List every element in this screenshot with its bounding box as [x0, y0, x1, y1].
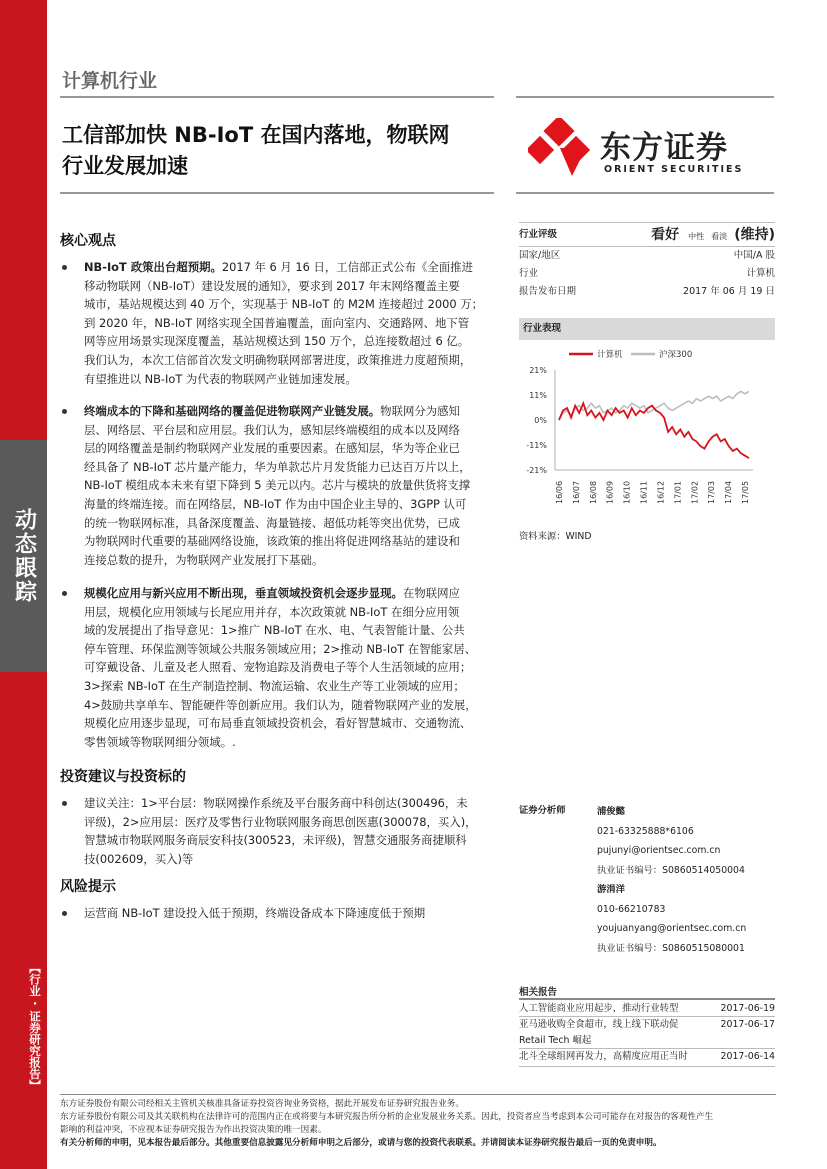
divider: [519, 998, 775, 1000]
related-date: 2017-06-19: [720, 1003, 775, 1014]
bullet-text: 用层，规模化应用领域与长尾应用并存，本次政策就 NB-IoT 在细分应用领: [84, 604, 460, 619]
related-item[interactable]: [519, 1018, 775, 1048]
x-tick-label: 16/06: [555, 480, 564, 504]
related-title[interactable]: 人工智能商业应用起步，推动行业转型: [519, 1003, 679, 1014]
bullet-dot: [62, 591, 67, 596]
bullet-text: 可穿戴设备、儿童及老人照看、宠物追踪及消费电子等个人生活领域的应用；: [84, 660, 472, 675]
bullet-text: 停车管理、环保监测等领域公共服务领域应用；2>推动 NB-IoT 在智能家居、: [84, 641, 477, 656]
divider: [519, 222, 775, 223]
info-row: [519, 265, 775, 283]
info-key: 国家/地区: [519, 250, 561, 261]
info-key: 报告发布日期: [519, 286, 577, 297]
bullet-text: 层、网络层、平台层和应用层。我们认为，感知层终端模组的成本以及网络: [84, 422, 460, 437]
info-row: [519, 283, 775, 301]
x-tick-label: 17/05: [741, 480, 750, 504]
chart-source: 资料来源：WIND: [519, 531, 592, 542]
rating-value: 看好: [651, 227, 680, 243]
bullet-text: 评级)，2>应用层：医疗及零售行业物联网服务商思创医惠(300078，买入)，: [84, 814, 477, 829]
related-title[interactable]: 亚马逊收购全食超市，线上线下联动促: [519, 1019, 679, 1030]
series-line: [559, 403, 749, 458]
bullet-text: 的统一物联网标准，具备深度覆盖、海量链接、超低功耗等突出优势，已成: [84, 515, 460, 530]
risk-bullet: [84, 904, 496, 923]
bullet-text: 我们认为，本次工信部首次发文明确物联网部署进度，政策推进力度超预期，: [84, 352, 472, 367]
bullet-text: 到 2020 年，NB-IoT 网络实现全国普遍覆盖，面向室内、交通路网、地下管: [84, 315, 470, 330]
bullet-text: 城市，基站规模达到 40 万个，实现基于 NB-IoT 的 M2M 连接超过 2000 万；: [84, 297, 484, 312]
bullet-text: 3>探索 NB-IoT 在生产制造控制、物流运输、农业生产等工业领域的应用；: [84, 678, 465, 693]
bullet-dot: [62, 801, 67, 806]
rating-row: [519, 226, 775, 246]
logo-text-en: ORIENT SECURITIES: [604, 164, 744, 175]
bullet-lead: 终端成本的下降和基础网络的覆盖促进物联网产业链发展。: [84, 404, 381, 418]
bullet-text: 层的网络覆盖是制约物联网产业发展的重要因素。在感知层，华为等企业已: [84, 441, 460, 456]
related-title-cont[interactable]: Retail Tech 崛起: [519, 1035, 592, 1046]
x-tick-label: 17/01: [673, 480, 683, 504]
analyst-email: pujunyi@orientsec.com.cn: [597, 845, 721, 856]
bullet-text: 经具备了 NB-IoT 芯片量产能力，华为单款芯片月发货能力已达百万片以上，: [84, 459, 471, 474]
bullet-text: 技(002609，买入)等: [84, 851, 194, 866]
invest-bullet: [84, 794, 496, 868]
title-line: 行业发展加速: [62, 154, 188, 178]
core-bullet-1: [84, 258, 496, 388]
footer-line: 东方证券股份有限公司及其关联机构在法律许可的范围内正在或将要与本研究报告所分析的企业发展业务关系。因此，投资者应当考虑到本公司可能存在对报告的客观性产生: [60, 1112, 714, 1122]
bullet-text: 零售领域等物联网细分领域。.: [84, 734, 236, 749]
info-value: 计算机: [746, 268, 775, 279]
footer-divider: [60, 1094, 776, 1095]
bullet-dot: [62, 409, 67, 414]
bullet-lead: NB-IoT 政策出台超预期。: [84, 260, 222, 274]
divider: [60, 192, 494, 194]
info-value: 2017 年 06 月 19 日: [683, 286, 775, 297]
legend-label: 计算机: [597, 350, 623, 360]
analyst-cert: 执业证书编号：S0860515080001: [597, 942, 745, 954]
info-value: 中国/A 股: [733, 250, 775, 261]
logo-text-cn: 东方证券: [600, 130, 728, 166]
footer-line: 东方证券股份有限公司经相关主管机关核准具备证券投资咨询业务资格，据此开展发布证券研究报告业务。: [60, 1099, 464, 1109]
info-row: [519, 247, 775, 265]
info-key: 行业: [519, 268, 539, 279]
x-tick-label: 16/10: [622, 480, 632, 504]
rating-values: [651, 226, 775, 246]
perf-heading: 行业表现: [519, 318, 775, 340]
footer-line: 影响的利益冲突，不应视本证券研究报告为作出投资决策的唯一因素。: [60, 1125, 327, 1135]
divider: [60, 96, 494, 98]
bullet-text: 移动物联网（NB-IoT）建设发展的通知》，要求到 2017 年末网络覆盖主要: [84, 278, 460, 293]
related-date: 2017-06-14: [720, 1051, 775, 1062]
divider: [516, 96, 774, 98]
analyst-email: youjuanyang@orientsec.com.cn: [597, 923, 747, 934]
industry-name: 计算机行业: [62, 70, 158, 92]
analyst-phone: 021-63325888*6106: [597, 825, 694, 837]
y-tick-label: 21%: [529, 366, 547, 375]
footer-disclaimer: [60, 1098, 776, 1150]
x-tick-label: 16/08: [588, 480, 598, 504]
related-heading: 相关报告: [519, 987, 558, 998]
bullet-dot: [62, 911, 67, 916]
footer-line: 有关分析师的申明，见本报告最后部分。其他重要信息披露见分析师申明之后部分，或请与您的投资代表联系。并请阅读本证券研究报告最后一页的免责申明。: [60, 1138, 662, 1148]
bullet-text: 运营商 NB-IoT 建设投入低于预期，终端设备成本下降速度低于预期: [84, 906, 426, 920]
rating-label: 行业评级: [519, 229, 558, 240]
x-tick-label: 16/12: [656, 480, 666, 504]
x-tick-label: 17/03: [707, 480, 717, 504]
related-item[interactable]: [519, 1002, 775, 1016]
analyst-name: 游涓洋: [597, 884, 625, 895]
x-tick-label: 17/02: [690, 480, 700, 504]
related-date: 2017-06-17: [720, 1019, 775, 1030]
analyst-name: 浦俊懿: [597, 806, 625, 817]
perf-chart: [519, 342, 775, 522]
report-type-tab: [0, 440, 47, 672]
bullet-dot: [62, 265, 67, 270]
rating-bearish: 看淡: [711, 232, 728, 241]
bullet-text: 为物联网时代重要的基础网络设施，该政策的推出将促进网络基站的建设和: [84, 534, 460, 549]
divider: [519, 1016, 775, 1017]
bullet-text: 规模化应用逐步显现，可布局垂直领域投资机会，看好智慧城市、交通物流、: [84, 716, 472, 731]
x-tick-label: 16/07: [571, 480, 581, 504]
core-heading: 核心观点: [60, 233, 116, 249]
x-tick-label: 16/11: [639, 480, 649, 504]
bullet-lead: 规模化应用与新兴应用不断出现，垂直领域投资机会逐步显现。: [84, 586, 403, 600]
y-tick-label: -11%: [526, 441, 547, 450]
analyst-label: 证券分析师: [519, 805, 566, 816]
y-tick-label: -21%: [526, 466, 547, 475]
bullet-text: 2017 年 6 月 16 日，工信部正式公布《全面推进: [221, 260, 473, 274]
y-tick-label: 11%: [529, 391, 547, 400]
y-tick-label: 0%: [534, 416, 547, 425]
x-tick-label: 16/09: [605, 480, 615, 504]
bullet-text: 有望推进以 NB-IoT 为代表的物联网产业链加速发展。: [84, 371, 357, 386]
bullet-text: 建议关注：1>平台层：物联网操作系统及平台服务商中科创达(300496，未: [84, 796, 468, 810]
bullet-text: 海量的终端连接。而在网络层，NB-IoT 作为由中国企业主导的、3GPP 认可: [84, 496, 467, 511]
title-line: 工信部加快 NB-IoT 在国内落地，物联网: [62, 123, 450, 147]
analyst-block: [597, 802, 746, 958]
bullet-text: 4>鼓励共享单车、智能硬件等创新应用。我们认为，随着物联网产业的发展，: [84, 697, 477, 712]
bullet-text: 智慧城市物联网服务商辰安科技(300523，未评级)，智慧交通服务商捷顺科: [84, 833, 467, 848]
risk-heading: 风险提示: [60, 879, 116, 895]
x-tick-label: 17/04: [724, 480, 734, 504]
analyst-cert: 执业证书编号：S0860514050004: [597, 864, 745, 876]
bullet-text: 连接总数的提升，为物联网产业发展打下基础。: [84, 552, 324, 567]
report-title: [62, 120, 502, 182]
core-bullet-3: [84, 584, 496, 751]
divider: [519, 1048, 775, 1049]
core-bullet-2: [84, 402, 496, 569]
rating-keep: (维持): [734, 227, 775, 243]
bullet-text: NB-IoT 模组成本未来有望下降到 5 美元以内。芯片与模块的放量供货将支撑: [84, 478, 471, 493]
bullet-text: 物联网分为感知: [380, 404, 460, 418]
bullet-text: 在物联网应: [402, 586, 460, 600]
invest-heading: 投资建议与投资标的: [60, 769, 186, 785]
analyst-phone: 010-66210783: [597, 903, 666, 915]
divider: [519, 1066, 775, 1067]
bullet-text: 域的发展提出了指导意见：1>推广 NB-IoT 在水、电、气表智能计量、公共: [84, 623, 465, 638]
report-category-label: 【行业·证券研究报告】: [28, 961, 42, 1091]
orient-logo-icon: [528, 118, 592, 180]
report-type-label: 动态跟踪: [11, 508, 37, 604]
rating-neutral: 中性: [688, 232, 705, 241]
divider: [516, 192, 774, 194]
related-title[interactable]: 北斗全球组网再发力，高精度应用正当时: [519, 1051, 688, 1062]
related-item[interactable]: [519, 1050, 775, 1064]
bullet-text: 网等应用场景实现深度覆盖，基站规模达到 150 万个，总连接数超过 6 亿。: [84, 334, 470, 349]
legend-label: 沪深300: [659, 350, 693, 360]
